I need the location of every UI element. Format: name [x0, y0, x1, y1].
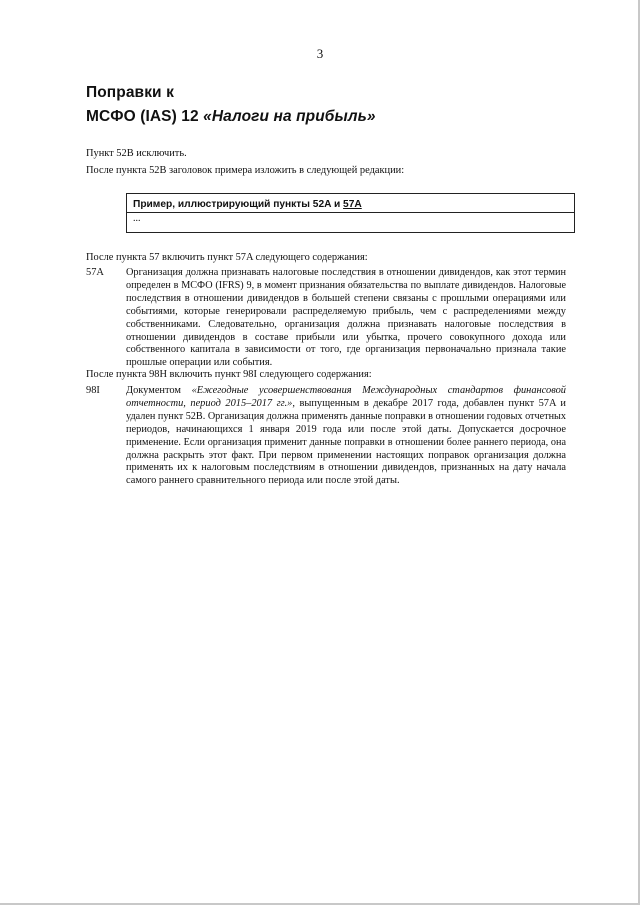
paragraph-57a-line: отношении дивидендов в составе прибыли или убытка, прочего совокупного дохода или	[126, 331, 566, 343]
example-heading-underlined: 57A	[343, 199, 362, 210]
paragraph-98i-line	[126, 398, 566, 411]
paragraph-57a-line: событиями, которые генерировали распределяемую прибыль, чем с распределениями между	[126, 305, 566, 317]
paragraph-98i-prefix: Документом	[126, 385, 192, 396]
paragraph-57a-line: собственного капитала в зависимости от того, где организация первоначально признала такие	[126, 344, 566, 356]
paragraph-57a-line: собственниками. Следовательно, организация должна признавать налоговые последствия в	[126, 318, 566, 330]
paragraph-98i-line: должна раскрыть этот факт. При первом применении настоящих поправок организация должна	[126, 449, 566, 461]
instruction-after-98h: После пункта 98H включить пункт 98I следующего содержания:	[86, 369, 372, 380]
instruction-delete-52b: Пункт 52B исключить.	[86, 148, 187, 159]
paragraph-98i-line: применение. Если организация применит данные поправки в отношении более раннего периода, она	[126, 436, 566, 448]
paragraph-57a-line: Организация должна признавать налоговые последствия в отношении дивидендов, как этот термин	[126, 267, 566, 278]
paragraph-98i-line	[126, 385, 566, 398]
paragraph-98i-line: периодов, начинающихся 1 января 2019 года или после этой даты. Допускается досрочное	[126, 423, 566, 435]
amendments-heading-line1: Поправки к	[86, 84, 174, 101]
paragraph-57a-text	[126, 267, 566, 370]
document-title-part1: «Ежегодные усовершенствования Международных стандартов финансовой	[191, 385, 566, 396]
paragraph-98i-line: применять их к налоговым последствиям в отношении дивидендов, признанных на дату начала	[126, 462, 566, 474]
paragraph-98i-number: 98I	[86, 385, 100, 396]
paragraph-57a-line: последствия в отношении дивидендов в большей степени связаны с прошлыми операциями или	[126, 292, 566, 304]
paragraph-98i-text	[126, 385, 566, 488]
instruction-after-57: После пункта 57 включить пункт 57A следующего содержания:	[86, 252, 368, 263]
paragraph-98i-line: удален пункт 52B. Организация должна применять данные поправки в отношении годовых отчетных	[126, 410, 566, 422]
amendments-heading-line2	[86, 108, 376, 126]
example-heading-box	[126, 193, 575, 233]
paragraph-57a-line: определен в МСФО (IFRS) 9, в момент признания обязательства по выплате дивидендов. Налоговые	[126, 279, 566, 291]
page-number: 3	[316, 46, 324, 61]
paragraph-57a-number: 57A	[86, 267, 104, 278]
example-heading-title	[133, 199, 362, 210]
example-ellipsis: ...	[133, 213, 141, 224]
instruction-after-52b: После пункта 52B заголовок примера изложить в следующей редакции:	[86, 165, 405, 176]
paragraph-57a-line: прошлые операции или события.	[126, 357, 273, 369]
document-title-part2: отчетности, период 2015–2017 гг.»	[126, 397, 293, 409]
paragraph-98i-line2-rest: , выпущенным в декабре 2017 года, добавлен пункт 57A и	[292, 397, 566, 409]
example-heading-prefix: Пример, иллюстрирующий пункты 52A и	[133, 199, 344, 210]
example-box-divider	[127, 212, 574, 213]
standard-name: МСФО (IAS) 12	[86, 108, 204, 125]
standard-title: «Налоги на прибыль»	[203, 108, 376, 125]
paragraph-98i-line: самого раннего сравнительного периода или после этой даты.	[126, 475, 400, 487]
